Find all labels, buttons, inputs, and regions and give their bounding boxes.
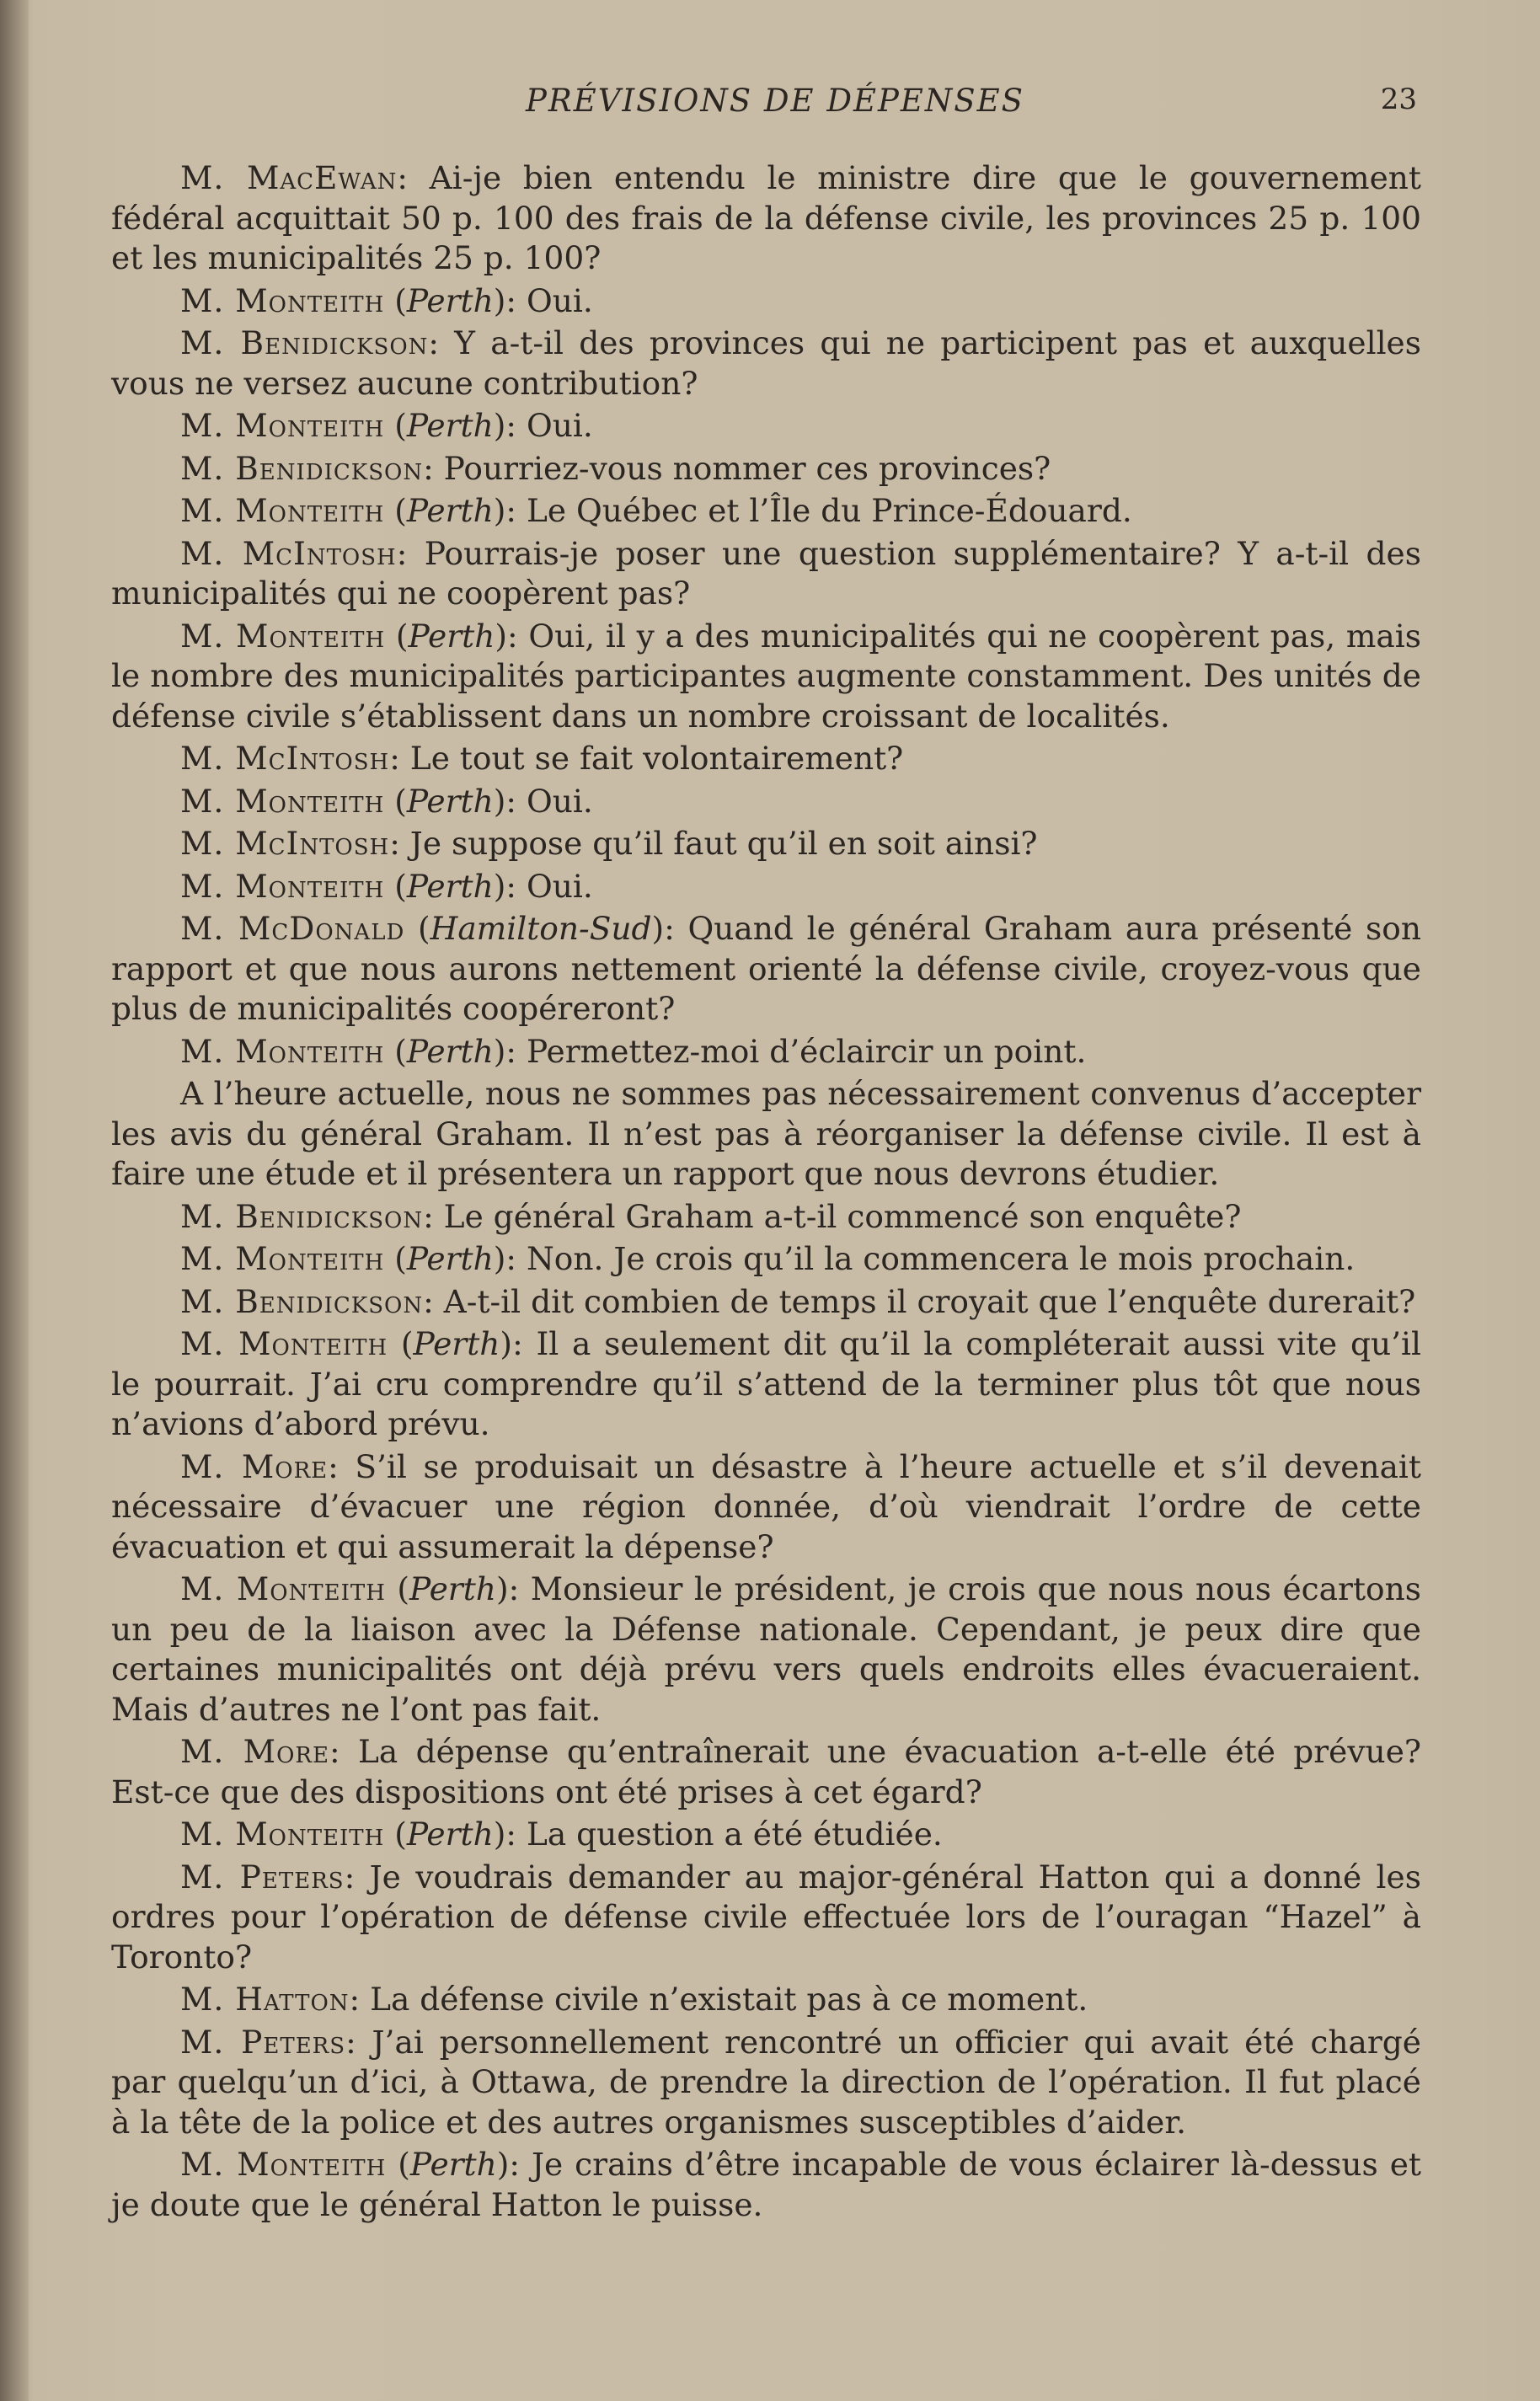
speech-text: Oui, il y a des municipalités qui ne coopèrent pas, mais le nombre des municipalités participantes augmente constamment. Des unités de défense civile s’établissent dans un nombre croissant de localités.: [111, 617, 1421, 735]
speaker-riding: Perth: [408, 617, 495, 655]
transcript-paragraph: M. More: La dépense qu’entraînerait une évacuation a-t-elle été prévue? Est-ce que des dispositions ont été prises à cet égard?: [111, 1733, 1422, 1810]
speech-text: La dépense qu’entraînerait une évacuation a-t-elle été prévue? Est-ce que des dispositions ont été prises à cet égard?: [111, 1733, 1422, 1810]
speaker-name: M. McIntosh: [180, 740, 390, 777]
page-header: [118, 83, 1432, 133]
transcript-paragraph: M. McDonald (Hamilton-Sud): Quand le général Graham aura présenté son rapport et que nous aurons nettement orienté la défense civile, croyez-vous que plus de municipalités coopéreront?: [111, 910, 1421, 1027]
transcript-paragraph: M. Peters: Je voudrais demander au major-général Hatton qui a donné les ordres pour l’opération de défense civile effectuée lors de l’ouragan “Hazel” à Toronto?: [111, 1858, 1421, 1976]
speaker-name: M. Peters: [180, 1858, 345, 1896]
speaker-name: M. Monteith: [180, 782, 385, 820]
speaker-name: M. Monteith: [180, 407, 385, 444]
speech-text: Y a-t-il des provinces qui ne participent pas et auxquelles vous ne versez aucune contribution?: [111, 324, 1421, 402]
transcript-paragraph: M. Peters: J’ai personnellement rencontré un officier qui avait été chargé par quelqu’un d’ici, à Ottawa, de prendre la direction de l’opération. Il fut placé à la tête de la police et des autres organismes susceptibles d’aider.: [111, 2023, 1421, 2141]
speaker-name: M. Monteith: [180, 492, 385, 529]
speech-text: A-t-il dit combien de temps il croyait que l’enquête durerait?: [443, 1282, 1416, 1320]
transcript-body: [111, 158, 1421, 2227]
speech-text: Je crains d’être incapable de vous éclairer là-dessus et je doute que le général Hatton le puisse.: [111, 2146, 1421, 2223]
speaker-riding: Perth: [406, 407, 494, 444]
speech-text: Non. Je crois qu’il la commencera le mois prochain.: [526, 1240, 1356, 1277]
speech-text: S’il se produisait un désastre à l’heure actuelle et s’il devenait nécessaire d’évacuer une région donnée, d’où viendrait l’ordre de cette évacuation et qui assumerait la dépense?: [111, 1447, 1421, 1565]
transcript-paragraph: M. Benidickson: Le général Graham a-t-il commencé son enquête?: [180, 1197, 1242, 1235]
speech-text: Permettez-moi d’éclaircir un point.: [526, 1032, 1087, 1070]
speech-text: J’ai personnellement rencontré un officier qui avait été chargé par quelqu’un d’ici, à Ottawa, de prendre la direction de l’opération. Il fut placé à la tête de la police et des autres organismes susceptibles d’aider.: [111, 2023, 1421, 2141]
speech-text: La question a été étudiée.: [526, 1815, 943, 1853]
speaker-name: M. Monteith: [180, 1325, 388, 1362]
speaker-name: M. MacEwan: [180, 159, 398, 196]
speaker-name: M. More: [180, 1447, 329, 1485]
transcript-paragraph: M. McIntosh: Je suppose qu’il faut qu’il en soit ainsi?: [180, 825, 1038, 862]
speech-text: Pourriez-vous nommer ces provinces?: [443, 449, 1051, 487]
speech-text: A l’heure actuelle, nous ne sommes pas nécessairement convenus d’accepter les avis du général Graham. Il n’est pas à réorganiser la défense civile. Il est à faire une étude et il présentera un rapport que nous devrons étudier.: [111, 1075, 1421, 1192]
transcript-paragraph: M. Monteith (Perth): Permettez-moi d’éclaircir un point.: [180, 1032, 1087, 1070]
transcript-paragraph: M. Monteith (Perth): Le Québec et l’Île du Prince-Édouard.: [180, 492, 1132, 529]
speech-text: Pourrais-je poser une question supplémentaire? Y a-t-il des municipalités qui ne coopèrent pas?: [111, 534, 1421, 612]
speaker-name: M. Monteith: [180, 617, 386, 655]
speech-text: Monsieur le président, je crois que nous nous écartons un peu de la liaison avec la Défense nationale. Cependant, je peux dire que certaines municipalités ont déjà prévu vers quels endroits elles évacueraient. Mais d’autres ne l’ont pas fait.: [111, 1570, 1422, 1728]
speech-text: Oui.: [526, 782, 593, 820]
speaker-riding: Perth: [406, 1240, 494, 1277]
transcript-paragraph: M. Monteith (Perth): Non. Je crois qu’il la commencera le mois prochain.: [180, 1240, 1356, 1277]
speaker-name: M. McIntosh: [180, 825, 390, 862]
speech-text: Quand le général Graham aura présenté son rapport et que nous aurons nettement orienté la défense civile, croyez-vous que plus de municipalités coopéreront?: [111, 910, 1421, 1027]
speaker-name: M. Monteith: [180, 2146, 387, 2183]
transcript-paragraph: M. McIntosh: Le tout se fait volontairement?: [180, 740, 904, 777]
transcript-paragraph: M. Monteith (Perth): Il a seulement dit qu’il la compléterait aussi vite qu’il le pourrait. J’ai cru comprendre qu’il s’attend de la terminer plus tôt que nous n’avions d’abord prévu.: [111, 1325, 1422, 1442]
speaker-riding: Perth: [406, 281, 494, 319]
speech-text: Oui.: [526, 867, 593, 905]
transcript-paragraph: M. Monteith (Perth): Oui, il y a des municipalités qui ne coopèrent pas, mais le nombre des municipalités participantes augmente constamment. Des unités de défense civile s’établissent dans un nombre croissant de localités.: [111, 617, 1421, 735]
speaker-name: M. Monteith: [180, 1815, 385, 1853]
speaker-name: M. Monteith: [180, 1240, 385, 1277]
speech-text: Oui.: [526, 407, 593, 444]
speaker-riding: Perth: [409, 2146, 497, 2183]
transcript-paragraph: M. Monteith (Perth): Oui.: [180, 782, 593, 820]
speaker-name: M. Benidickson: [180, 1282, 424, 1320]
speech-text: Le Québec et l’Île du Prince-Édouard.: [526, 492, 1132, 529]
speaker-name: M. McIntosh: [180, 534, 397, 572]
transcript-paragraph: M. Monteith (Perth): Monsieur le président, je crois que nous nous écartons un peu de la liaison avec la Défense nationale. Cependant, je peux dire que certaines municipalités ont déjà prévu vers quels endroits elles évacueraient. Mais d’autres ne l’ont pas fait.: [111, 1570, 1422, 1728]
transcript-paragraph: M. Monteith (Perth): Oui.: [180, 867, 593, 905]
transcript-paragraph: M. Benidickson: Pourriez-vous nommer ces provinces?: [180, 449, 1051, 487]
speech-text: Il a seulement dit qu’il la compléterait aussi vite qu’il le pourrait. J’ai cru comprendre qu’il s’attend de la terminer plus tôt que nous n’avions d’abord prévu.: [111, 1325, 1422, 1442]
speaker-riding: Perth: [409, 1570, 496, 1607]
speaker-name: M. Peters: [180, 2023, 346, 2061]
transcript-paragraph: M. MacEwan: Ai-je bien entendu le ministre dire que le gouvernement fédéral acquittait 50 p. 100 des frais de la défense civile, les provinces 25 p. 100 et les municipalités 25 p. 100?: [111, 159, 1422, 276]
speech-text: Je suppose qu’il faut qu’il en soit ainsi?: [409, 825, 1038, 862]
transcript-paragraph: M. Monteith (Perth): Je crains d’être incapable de vous éclairer là-dessus et je doute que le général Hatton le puisse.: [111, 2146, 1421, 2223]
speaker-name: M. Hatton: [180, 1981, 350, 2018]
speaker-name: M. Benidickson: [180, 1197, 424, 1235]
speaker-riding: Hamilton-Sud: [430, 910, 652, 947]
speaker-riding: Perth: [406, 1815, 494, 1853]
running-head: PRÉVISIONS DE DÉPENSES: [526, 83, 1024, 119]
transcript-paragraph: M. Benidickson: Y a-t-il des provinces qui ne participent pas et auxquelles vous ne versez aucune contribution?: [111, 324, 1421, 402]
speaker-name: M. Monteith: [180, 1032, 385, 1070]
transcript-paragraph: M. Monteith (Perth): Oui.: [180, 281, 593, 319]
speaker-name: M. Monteith: [180, 1570, 386, 1607]
speech-text: Ai-je bien entendu le ministre dire que le gouvernement fédéral acquittait 50 p. 100 des frais de la défense civile, les provinces 25 p. 100 et les municipalités 25 p. 100?: [111, 159, 1422, 276]
speaker-riding: Perth: [406, 867, 494, 905]
transcript-paragraph: [111, 1074, 1421, 1195]
speaker-name: M. More: [180, 1733, 329, 1770]
speaker-name: M. McDonald: [180, 910, 405, 947]
transcript-paragraph: M. Monteith (Perth): Oui.: [180, 407, 593, 444]
speech-text: Oui.: [526, 281, 593, 319]
book-spine-shadow: [0, 0, 29, 2401]
transcript-paragraph: M. Monteith (Perth): La question a été étudiée.: [180, 1815, 943, 1853]
speaker-name: M. Monteith: [180, 867, 385, 905]
speech-text: La défense civile n’existait pas à ce moment.: [370, 1981, 1088, 2018]
speaker-name: M. Monteith: [180, 281, 385, 319]
page-number: 23: [1380, 83, 1417, 116]
speech-text: Le général Graham a-t-il commencé son enquête?: [443, 1197, 1242, 1235]
speaker-riding: Perth: [406, 782, 494, 820]
transcript-paragraph: M. McIntosh: Pourrais-je poser une question supplémentaire? Y a-t-il des municipalités qui ne coopèrent pas?: [111, 534, 1421, 612]
speaker-riding: Perth: [406, 1032, 494, 1070]
speaker-riding: Perth: [413, 1325, 500, 1362]
transcript-paragraph: M. Benidickson: A-t-il dit combien de temps il croyait que l’enquête durerait?: [180, 1282, 1416, 1320]
transcript-paragraph: M. Hatton: La défense civile n’existait pas à ce moment.: [180, 1981, 1088, 2018]
speaker-riding: Perth: [406, 492, 494, 529]
speaker-name: M. Benidickson: [180, 324, 429, 361]
speaker-name: M. Benidickson: [180, 449, 424, 487]
speech-text: Le tout se fait volontairement?: [409, 740, 904, 777]
transcript-paragraph: M. More: S’il se produisait un désastre à l’heure actuelle et s’il devenait nécessaire d’évacuer une région donnée, d’où viendrait l’ordre de cette évacuation et qui assumerait la dépense?: [111, 1447, 1421, 1565]
speech-text: Je voudrais demander au major-général Hatton qui a donné les ordres pour l’opération de défense civile effectuée lors de l’ouragan “Hazel” à Toronto?: [111, 1858, 1421, 1976]
